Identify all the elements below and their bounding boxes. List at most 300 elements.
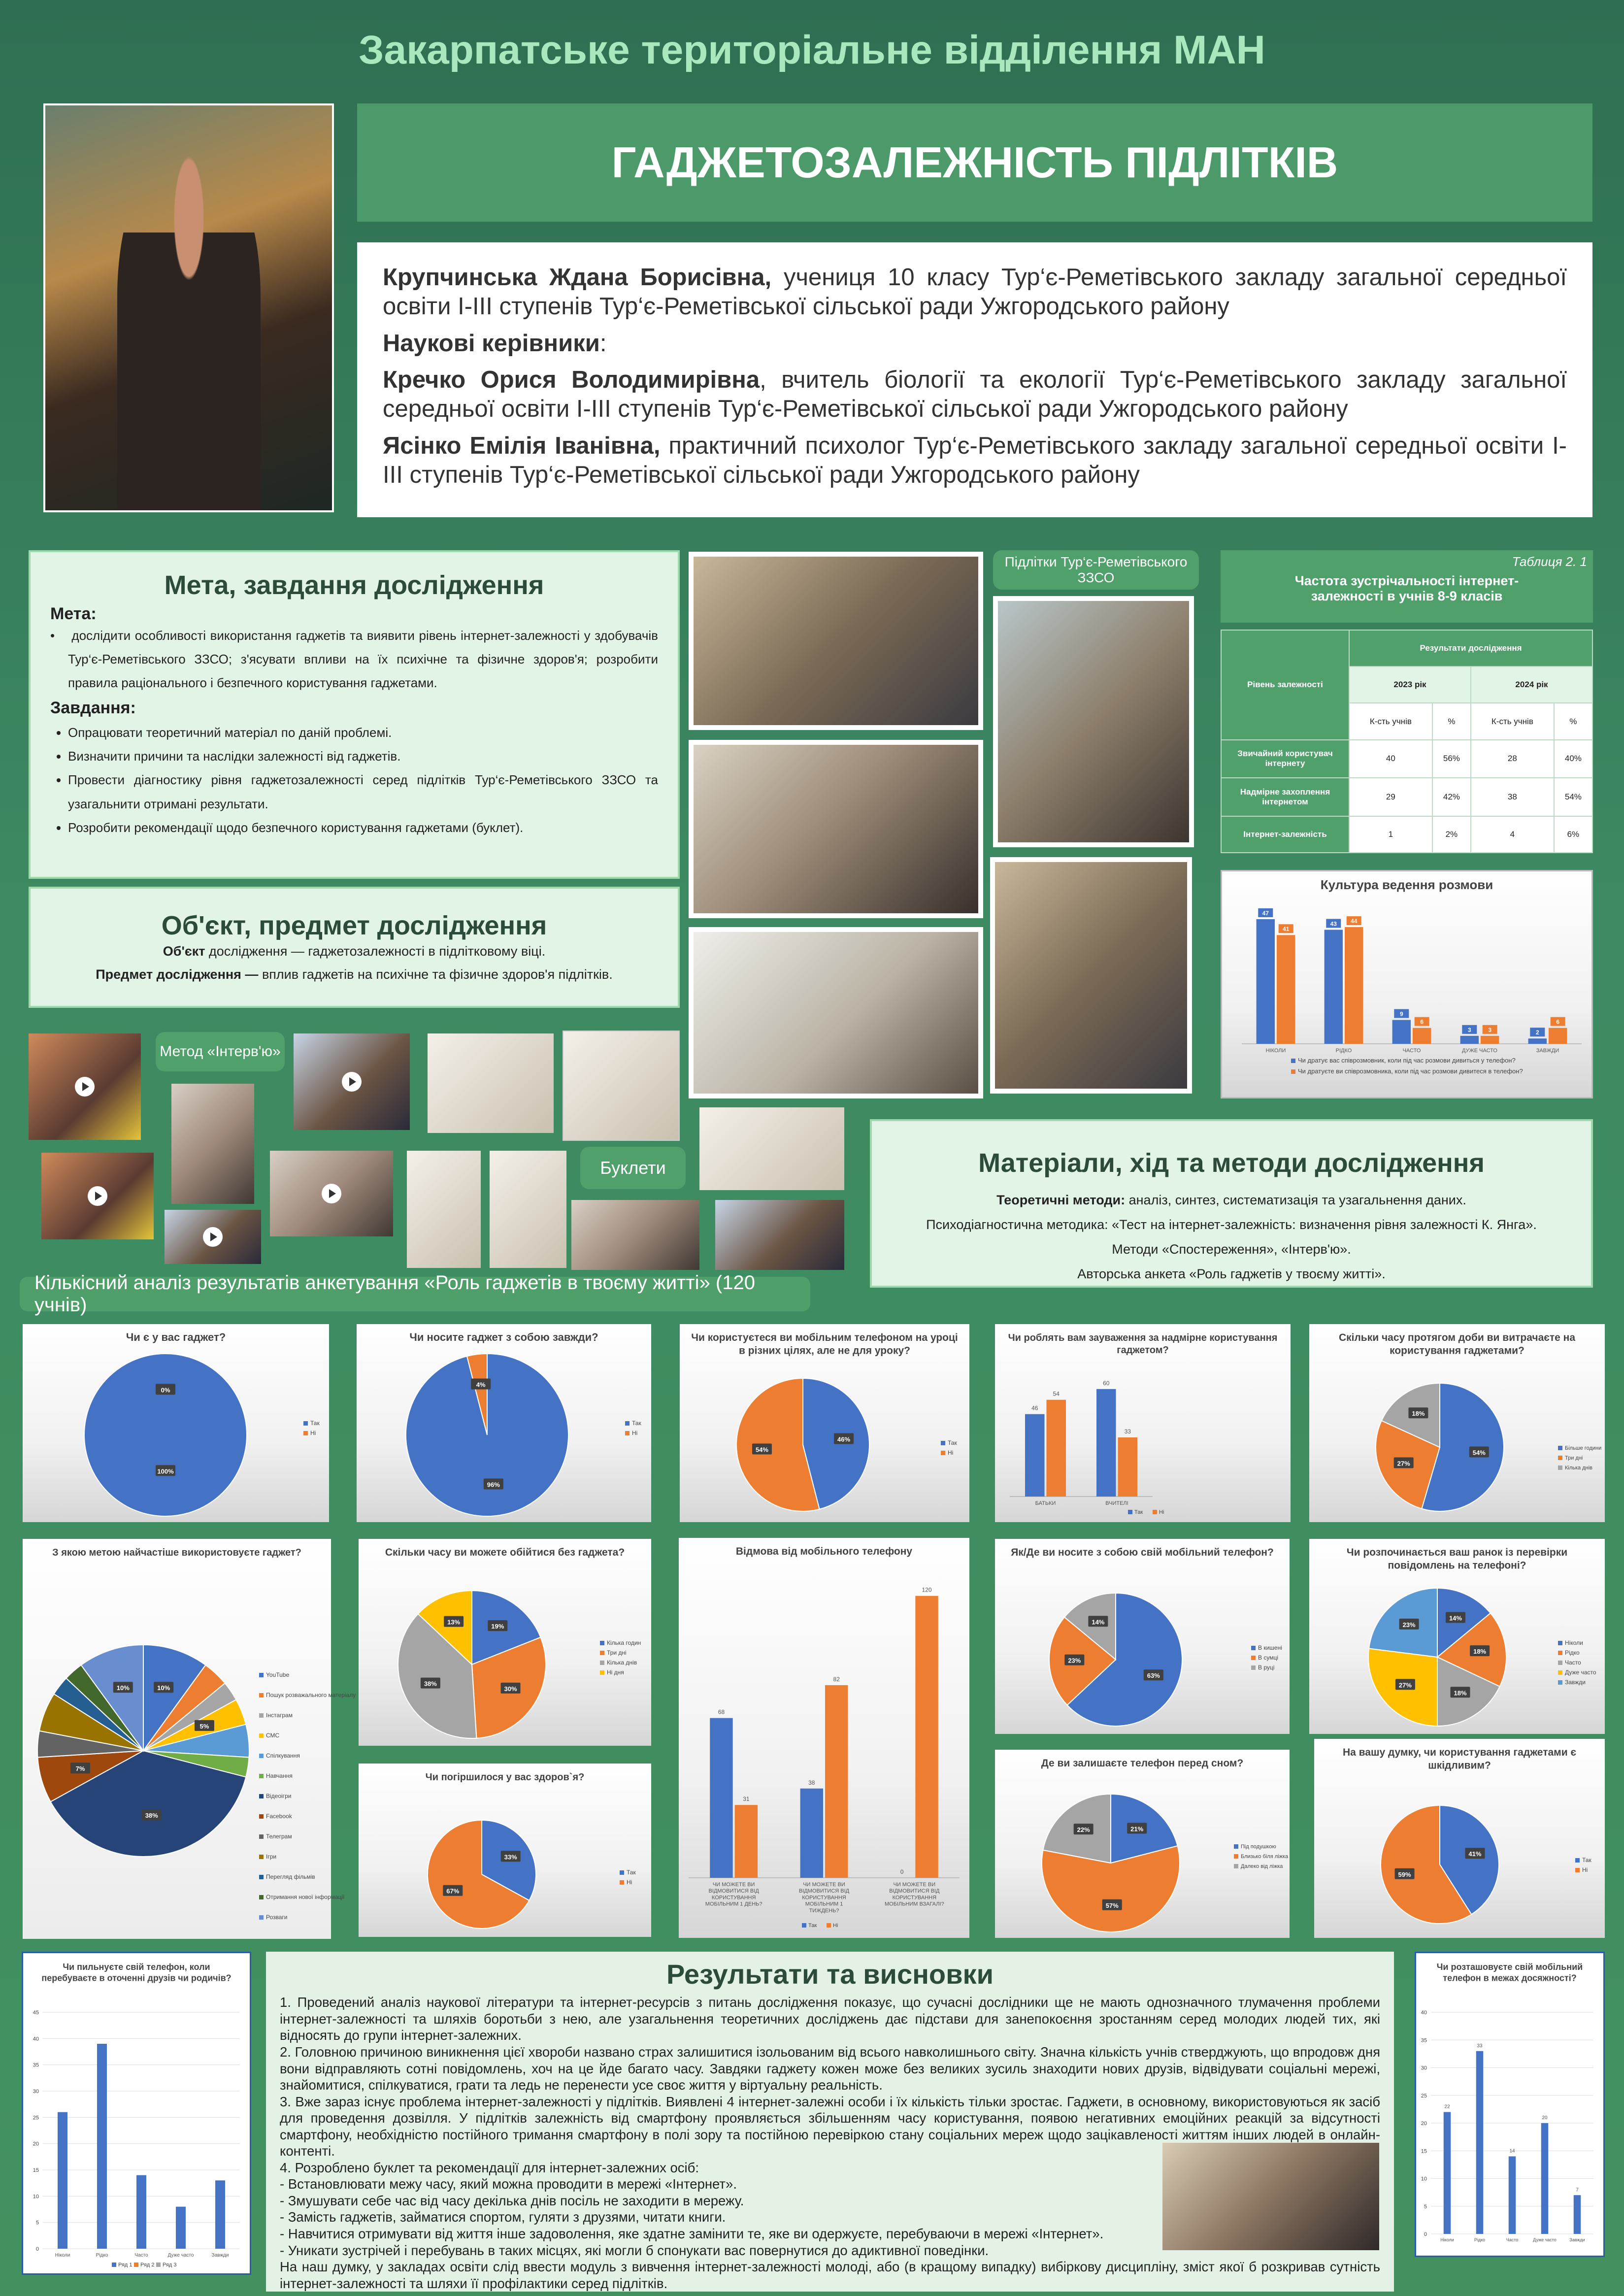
- results-para: На наш думку, у закладах освіти слід ввести модуль з вивчення інтернет-залежності молоді, або (в кращому випадку) вибіркову дисципліну, зміст якої б розкривав сутність інтернет-залежності та шляхи її профілактики серед підлітків.: [280, 2259, 1380, 2291]
- chart-title: Чи користуєтеся ви мобільним телефоном на уроці: [691, 1332, 958, 1343]
- chart-title: Чи носите гаджет з собою завжди?: [409, 1331, 598, 1343]
- bar: [1444, 2112, 1451, 2234]
- chart-card: [359, 1539, 651, 1746]
- data-label: 0: [900, 1868, 904, 1875]
- legend-label: Ні дня: [607, 1669, 624, 1676]
- cell: 40%: [1554, 740, 1592, 778]
- materials-line: Методи «Спостереження», «Інтерв'ю».: [1112, 1241, 1351, 1257]
- materials-line: Психодіагностична методика: «Тест на інтернет-залежність: визначення рівня залежності К. Янга».: [926, 1217, 1537, 1232]
- legend-swatch: [1234, 1844, 1238, 1849]
- category-label: Завжди: [211, 2253, 229, 2258]
- bar: [58, 2112, 67, 2249]
- pie-chart-c11: [995, 1750, 1290, 1938]
- data-label: 13%: [447, 1618, 461, 1626]
- freq-table-note: Таблиця 2. 1: [1512, 554, 1587, 569]
- chart-title: гаджетом?: [1117, 1345, 1169, 1356]
- data-label: 0%: [161, 1386, 170, 1394]
- y-tick: 0: [1424, 2231, 1427, 2237]
- legend-swatch: [259, 1794, 264, 1798]
- data-label: 6: [1420, 1018, 1424, 1026]
- advisors-line: [383, 329, 1567, 358]
- legend-swatch: [827, 1923, 831, 1928]
- results-para: - Замість гаджетів, займатися спортом, гуляти з друзями, читати книги.: [280, 2209, 726, 2225]
- category-label: ЧИ МОЖЕТЕ ВИ: [712, 1882, 755, 1888]
- data-label: 18%: [1473, 1648, 1487, 1656]
- authors-box: [357, 242, 1592, 517]
- row-name: Надмірне захоплення інтернетом: [1221, 778, 1349, 816]
- legend-swatch: [1251, 1665, 1256, 1670]
- legend-swatch: [600, 1641, 604, 1645]
- chart-card: [23, 1539, 356, 1939]
- category-label: ВІДМОВИТИСЯ ВІД: [708, 1888, 759, 1895]
- advisor1-name: Кречко Орися Володимирівна: [383, 366, 760, 394]
- bar: [1476, 2051, 1483, 2234]
- data-label: 96%: [487, 1481, 500, 1489]
- data-label: 21%: [1130, 1825, 1144, 1833]
- data-label: 120: [922, 1586, 932, 1594]
- data-label: 57%: [1105, 1901, 1119, 1909]
- legend-swatch: [1558, 1651, 1562, 1655]
- legend-swatch: [1558, 1670, 1562, 1675]
- data-label: 7: [1576, 2187, 1579, 2193]
- legend-swatch: [600, 1661, 604, 1665]
- data-label: 9: [1399, 1010, 1403, 1018]
- y-tick: 40: [33, 2036, 39, 2042]
- legend-label: Навчання: [266, 1772, 293, 1779]
- bar: [1096, 1389, 1116, 1497]
- data-label: 46%: [837, 1435, 851, 1443]
- legend-swatch: [600, 1670, 604, 1675]
- pie-chart-c7: [359, 1539, 651, 1746]
- goal-text-row: • дослідити особливості використання гаджетів та виявити рівень інтернет-залежності у здобувачів Тур‘є-Реметівського ЗЗСО; з'ясувати впливи на їх психічне та фізичне здоров'я; розробити правила раціонального і безпечного користування гаджетами.: [50, 628, 658, 691]
- theor-label: Теоретичні методи:: [996, 1192, 1126, 1207]
- chart-card: [995, 1750, 1290, 1938]
- category-label: Ніколи: [1440, 2237, 1454, 2242]
- results-para: - Навчитися отримувати від життя інше задоволення, яке здатне замінити те, яке ви одержуєте, перебуваючи в мережі «Інтернет».: [280, 2226, 1104, 2241]
- data-label: 3: [1488, 1026, 1492, 1033]
- materials-line: [882, 1188, 1581, 1213]
- chart-card: [1309, 1539, 1605, 1734]
- legend-label: Ні: [833, 1923, 838, 1929]
- bar-chart-c14: [23, 1953, 250, 2273]
- legend-label: Так: [627, 1869, 636, 1876]
- category-label: ВЧИТЕЛІ: [1105, 1500, 1128, 1506]
- freq-table-header: [1221, 550, 1593, 623]
- data-label: 7%: [75, 1765, 85, 1773]
- pie-chart-c8: [359, 1764, 651, 1937]
- chart-title: З якою метою найчастіше використовуєте гаджет?: [52, 1547, 301, 1558]
- bar: [825, 1685, 848, 1878]
- legend-label: Телеграм: [266, 1833, 292, 1840]
- y-tick: 10: [33, 2194, 39, 2200]
- bar: [1325, 930, 1343, 1044]
- table-row: [1221, 740, 1592, 778]
- legend-swatch: [259, 1774, 264, 1778]
- category-label: ЗАВЖДИ: [1536, 1048, 1559, 1054]
- advisor1-desc: , вчитель біології та екології Тур‘є-Реметівського закладу загальної середньої освіти І-ІІІ ступенів Тур‘є-Реметівської сільської ради Ужгородського району: [383, 366, 1567, 423]
- data-label: 3: [1467, 1026, 1471, 1033]
- legend-label: Так: [1582, 1857, 1591, 1863]
- bar: [1528, 1038, 1547, 1044]
- legend-label: В руці: [1258, 1664, 1275, 1671]
- subject-line: [40, 967, 668, 982]
- sub-header: %: [1432, 703, 1471, 739]
- pie-chart-c13: [1314, 1739, 1605, 1938]
- booklet-image: [428, 1033, 554, 1133]
- bar: [1277, 935, 1295, 1044]
- cell: 38: [1471, 778, 1554, 816]
- legend-label: Близько біля ліжка: [1241, 1854, 1289, 1860]
- class-photo: [715, 1200, 844, 1270]
- results-para: - Уникати зустрічей і перебувань в таких місцях, які могли б спонукати вас повернутися до адиктивної поведінки.: [280, 2242, 989, 2258]
- data-label: 4%: [476, 1381, 486, 1389]
- bar-chart-c15: [1416, 1953, 1603, 2256]
- interview-photo: [171, 1084, 254, 1204]
- bar: [136, 2175, 146, 2249]
- legend-label: Інстаграм: [266, 1712, 293, 1719]
- category-label: КОРИСТУВАННЯ: [802, 1895, 846, 1901]
- results-para: 2. Головною причиною виникнення цієї хвороби названо страх залишитися ізольованим від всього навколишнього світу. Значна кількість учнів стверджують, що впродовж дня вони відправляють сотні повідомлень, хоч на це йде багато часу. Завдяки гаджету кожен може без великих зусиль знаходити нових друзів, відвідувати соціальні мережі, знайомитися, спілкуватися, грати та ледь не перенести усе своє життя у віртуальну реальність.: [280, 2044, 1380, 2093]
- bar: [1257, 919, 1275, 1044]
- category-label: РІДКО: [1335, 1048, 1352, 1054]
- chart-card: [680, 1324, 969, 1522]
- interview-video[interactable]: [165, 1210, 261, 1264]
- legend-label: В сумці: [1258, 1654, 1278, 1661]
- interview-video[interactable]: [294, 1033, 410, 1130]
- legend-label: Кілька днів: [607, 1659, 637, 1666]
- legend-swatch: [303, 1431, 308, 1435]
- category-label: ТИЖДЕНЬ?: [809, 1907, 839, 1914]
- legend-swatch: [625, 1421, 630, 1426]
- legend-label: Так: [310, 1420, 320, 1427]
- interview-video[interactable]: [41, 1153, 154, 1239]
- legend-label: Три дні: [607, 1649, 627, 1656]
- legend-swatch: [259, 1673, 264, 1677]
- legend-label: Ні: [948, 1449, 954, 1456]
- bar: [1481, 1036, 1499, 1044]
- pie-chart-c5: [1309, 1324, 1605, 1522]
- play-icon[interactable]: [75, 1077, 95, 1097]
- category-label: БАТЬКИ: [1035, 1500, 1056, 1506]
- materials-panel: [870, 1119, 1593, 1288]
- data-label: 63%: [1147, 1672, 1160, 1680]
- chart-title: Чи розташовуєте свій мобільний: [1436, 1962, 1583, 1972]
- legend-swatch: [1558, 1641, 1562, 1645]
- legend-swatch: [259, 1875, 264, 1879]
- legend-swatch: [259, 1754, 264, 1758]
- classroom-photo: [689, 740, 983, 918]
- chart-title: Відмова від мобільного телефону: [735, 1546, 913, 1557]
- cell: 29: [1349, 778, 1432, 816]
- legend-label: Під подушкою: [1241, 1844, 1276, 1850]
- data-label: 38: [808, 1779, 815, 1786]
- chart-title: повідомлень на телефоні?: [1388, 1560, 1526, 1571]
- pie-chart-c10: [995, 1539, 1290, 1734]
- class-photo: [571, 1200, 699, 1270]
- y-tick: 25: [1421, 2093, 1427, 2099]
- results-para: 3. Вже зараз існує проблема інтернет-залежності у підлітків. Виявлені 4 інтернет-залежні особи і їх кількість тільки зростає. Гаджети, в основному, використовуються як засіб для проведення дозвілля. У підлітків залежність від смартфону проявляється збільшенням часу користування, появою негативних емоційних реакцій за відсутності смартфону, необхідністю постійного тримання смартфону в полі зору та постійною перевіркою стану соціальних мереж щодо зацікавленості життям інших людей в онлайн-контенті.: [280, 2094, 1380, 2159]
- y-tick: 20: [1421, 2121, 1427, 2127]
- legend-label: В кишені: [1258, 1644, 1282, 1651]
- category-label: МОБІЛЬНИМ ВЗАГАЛІ?: [885, 1901, 944, 1907]
- legend-label: Чи дратуєте ви співрозмовника, коли під час розмови дивитеся в телефон?: [1298, 1067, 1523, 1075]
- chart-title: Чи роблять вам зауваження за надмірне користування: [1008, 1332, 1278, 1343]
- organization-title: Закарпатське територіальне відділення МАН: [359, 28, 1265, 72]
- cell: 6%: [1554, 816, 1592, 853]
- chart-title: Де ви залишаєте телефон перед сном?: [1041, 1758, 1244, 1769]
- y-tick: 30: [1421, 2065, 1427, 2071]
- legend-label: Більше години: [1565, 1445, 1602, 1451]
- legend-label: Дуже часто: [1565, 1669, 1596, 1676]
- pie-chart-c3: [680, 1324, 969, 1522]
- legend-label: Ігри: [266, 1853, 277, 1860]
- pie-chart-c12: [1309, 1539, 1605, 1734]
- category-label: КОРИСТУВАННЯ: [892, 1895, 937, 1901]
- poster-title: ГАДЖЕТОЗАЛЕЖНІСТЬ ПІДЛІТКІВ: [611, 138, 1338, 187]
- teens-label: Підлітки Тур‘є-Реметівського ЗЗСО: [993, 550, 1199, 590]
- legend-swatch: [620, 1880, 624, 1885]
- legend-swatch: [1558, 1446, 1562, 1450]
- legend-label: Завжди: [1565, 1679, 1586, 1686]
- chart-title: Скільки часу ви можете обійтися без гаджета?: [385, 1547, 625, 1558]
- category-label: Дуже часто: [167, 2253, 194, 2258]
- advisor1-line: [383, 366, 1567, 424]
- bar: [1047, 1400, 1066, 1497]
- data-label: 31: [743, 1796, 750, 1803]
- student-desc: учениця 10 класу Тур‘є-Реметівського закладу загальної середньої освіти І-ІІІ ступенів Тур‘є-Реметівської сільської ради Ужгородського району: [383, 264, 1567, 320]
- legend-label: Відеоігри: [266, 1793, 292, 1799]
- results-para: 4. Розроблено буклет та рекомендації для інтернет-залежних осіб:: [280, 2160, 699, 2175]
- year-2023: 2023 рік: [1349, 666, 1471, 703]
- legend-swatch: [259, 1713, 264, 1718]
- results-photo: [1162, 2143, 1379, 2250]
- chart-title: шкідливим?: [1428, 1760, 1491, 1771]
- interview-video[interactable]: [29, 1033, 141, 1140]
- pie-chart-c2: [357, 1324, 651, 1522]
- advisor2-desc: практичний психолог Тур‘є-Реметівського закладу загальної середньої освіти І-ІІІ ступенів Тур‘є-Реметівської сільської ради Ужгородського району: [383, 432, 1567, 488]
- chart-title: Чи розпочинається ваш ранок із перевірки: [1346, 1547, 1568, 1558]
- advisor2-line: [383, 432, 1567, 490]
- row-name: Звичайний користувач інтернету: [1221, 740, 1349, 778]
- data-label: 41%: [1468, 1850, 1482, 1858]
- data-label: 23%: [1402, 1621, 1416, 1629]
- bar-chart-c4: [995, 1324, 1291, 1522]
- method-label: Метод «Інтерв'ю»: [156, 1032, 285, 1071]
- data-label: 54%: [1472, 1449, 1486, 1457]
- theor-text: аналіз, синтез, систематизація та узагальнення даних.: [1125, 1192, 1466, 1207]
- y-tick: 10: [1421, 2176, 1427, 2182]
- freq-table: [1221, 630, 1593, 853]
- y-tick: 45: [33, 2010, 39, 2016]
- chart-card: [1415, 1952, 1605, 2257]
- task-item: • Визначити причини та наслідки залежності від гаджетів.: [68, 744, 658, 768]
- subject-text: вплив гаджетів на психічне та фізичне здоров'я підлітків.: [258, 967, 613, 982]
- play-icon[interactable]: [88, 1186, 107, 1206]
- data-label: 100%: [157, 1467, 174, 1475]
- data-label: 33%: [504, 1853, 517, 1861]
- category-label: Рідко: [1474, 2237, 1486, 2242]
- bar: [1413, 1028, 1431, 1044]
- chart-title: Культура ведення розмови: [1320, 877, 1493, 892]
- student-line: [383, 263, 1567, 321]
- category-label: ЧАСТО: [1402, 1048, 1421, 1054]
- legend-label: Рідко: [1565, 1649, 1580, 1656]
- chart-title: Чи погіршилося у вас здоров`я?: [425, 1772, 585, 1783]
- bar: [1392, 1020, 1411, 1044]
- cell: 54%: [1554, 778, 1592, 816]
- chart-title: Як/Де ви носите з собою свій мобільний телефон?: [1011, 1547, 1274, 1558]
- legend-label: Перегляд фільмів: [266, 1873, 315, 1880]
- data-label: 27%: [1397, 1460, 1410, 1467]
- legend-label: Ні: [1159, 1509, 1164, 1515]
- play-icon[interactable]: [342, 1072, 362, 1092]
- data-label: 33: [1477, 2043, 1483, 2049]
- legend-swatch: [1251, 1656, 1256, 1660]
- data-label: 10%: [116, 1684, 130, 1692]
- data-label: 54: [1053, 1390, 1060, 1398]
- cell: 28: [1471, 740, 1554, 778]
- legend-swatch: [625, 1431, 630, 1435]
- play-icon[interactable]: [203, 1227, 223, 1247]
- pie-chart-c6: [23, 1539, 356, 1939]
- data-label: 18%: [1454, 1689, 1467, 1697]
- bar: [915, 1596, 938, 1878]
- data-label: 18%: [1412, 1410, 1425, 1418]
- legend-label: Ні: [1582, 1866, 1588, 1873]
- data-label: 33: [1124, 1428, 1131, 1435]
- chart-title: користування гаджетами?: [1390, 1345, 1525, 1357]
- chart-title: На вашу думку, чи користування гаджетами є: [1342, 1747, 1577, 1758]
- data-label: 68: [718, 1708, 725, 1716]
- legend-swatch: [1558, 1456, 1562, 1460]
- bar-chart-culture: [1222, 871, 1591, 1097]
- advisors-colon: :: [599, 330, 607, 357]
- bar: [1574, 2195, 1581, 2234]
- legend-label: Ряд 2: [140, 2262, 155, 2268]
- booklet-image: [490, 1151, 566, 1268]
- data-label: 23%: [1068, 1657, 1081, 1664]
- classroom-photo: [993, 596, 1194, 847]
- chart-card: [22, 1952, 251, 2275]
- col-level: Рівень залежності: [1221, 630, 1349, 740]
- legend-label: Ряд 1: [118, 2262, 133, 2268]
- author-photo: [43, 103, 334, 512]
- booklet-image: [563, 1031, 680, 1141]
- legend-swatch: [1558, 1465, 1562, 1470]
- object-panel: [29, 887, 680, 1008]
- bar: [97, 2044, 107, 2249]
- interview-video[interactable]: [270, 1151, 393, 1236]
- category-label: Часто: [1506, 2237, 1519, 2242]
- legend-swatch: [1251, 1646, 1256, 1650]
- cell: 4: [1471, 816, 1554, 853]
- cell: 40: [1349, 740, 1432, 778]
- chart-card: [679, 1538, 969, 1938]
- legend-swatch: [259, 1693, 264, 1697]
- sub-header: %: [1554, 703, 1592, 739]
- legend-label: Ні: [627, 1879, 632, 1886]
- legend-label: Так: [632, 1420, 641, 1427]
- y-tick: 35: [1421, 2037, 1427, 2044]
- y-tick: 0: [35, 2246, 39, 2252]
- category-label: ЧИ МОЖЕТЕ ВИ: [803, 1882, 845, 1888]
- legend-swatch: [1558, 1661, 1562, 1665]
- advisors-label: Наукові керівники: [383, 330, 600, 357]
- category-label: Дуже часто: [1533, 2237, 1557, 2242]
- booklets-label: Буклети: [580, 1147, 686, 1189]
- legend-label: YouTube: [266, 1671, 290, 1678]
- advisor2-name: Ясінко Емілія Іванівна,: [383, 432, 661, 459]
- results-para: 1. Проведений аналіз наукової літератури та інтернет-ресурсів з питань дослідження показує, що сучасні дослідники ще не мають однозначного тлумачення проблеми інтернет-залежності та шляхів боротьби з нею, але узагальнення теоретичних досліджень дає підстави для занепокоєння зростанням серед молодих людей тих, які відносять до групи інтернет-залежних.: [280, 1995, 1380, 2043]
- legend-label: Так: [948, 1439, 957, 1446]
- legend-swatch: [259, 1915, 264, 1920]
- play-icon[interactable]: [322, 1184, 341, 1203]
- legend-swatch: [1234, 1864, 1238, 1868]
- legend-label: Ні: [310, 1430, 316, 1436]
- legend-swatch: [1234, 1854, 1238, 1859]
- object-heading: Об'єкт, предмет дослідження: [161, 911, 547, 940]
- category-label: Часто: [134, 2253, 148, 2258]
- data-label: 22%: [1077, 1826, 1090, 1834]
- chart-card: [357, 1324, 651, 1522]
- materials-heading: Матеріали, хід та методи дослідження: [978, 1148, 1485, 1178]
- data-label: 67%: [446, 1887, 460, 1895]
- legend-swatch: [259, 1855, 264, 1859]
- pie-chart-c1: [23, 1324, 329, 1522]
- y-tick: 15: [1421, 2148, 1427, 2155]
- chart-title: телефон в межах досяжності?: [1443, 1973, 1577, 1983]
- data-label: 60: [1103, 1379, 1110, 1387]
- data-label: 43: [1330, 920, 1337, 928]
- legend-swatch: [620, 1870, 624, 1875]
- freq-table-title: Частота зустрічальності інтернет-залежності в учнів 8-9 класів: [1294, 573, 1519, 603]
- bar: [735, 1805, 758, 1878]
- bar: [215, 2180, 225, 2249]
- bar: [1541, 2123, 1548, 2234]
- chart-card: [995, 1324, 1291, 1522]
- legend-swatch: [1128, 1510, 1132, 1514]
- legend-label: Розваги: [266, 1914, 288, 1921]
- results-panel: [266, 1952, 1394, 2292]
- data-label: 54%: [755, 1446, 768, 1454]
- category-label: КОРИСТУВАННЯ: [711, 1895, 756, 1901]
- data-label: 14: [1509, 2148, 1515, 2154]
- bar: [1118, 1437, 1138, 1497]
- chart-title: перебуваєте в оточенні друзів чи родичів?: [41, 1973, 232, 1983]
- object-line: [40, 944, 668, 959]
- legend-label: Спілкування: [266, 1752, 300, 1759]
- data-label: 59%: [1398, 1870, 1411, 1878]
- category-label: ЧИ МОЖЕТЕ ВИ: [893, 1882, 936, 1888]
- y-tick: 30: [33, 2089, 39, 2095]
- legend-label: Так: [1134, 1509, 1143, 1515]
- legend-swatch: [1153, 1510, 1157, 1514]
- chart-title: в різних цілях, але не для уроку?: [739, 1345, 910, 1357]
- legend-swatch: [259, 1834, 264, 1839]
- goal-panel: [29, 550, 680, 879]
- sub-header: К-сть учнів: [1349, 703, 1432, 739]
- data-label: 44: [1351, 918, 1358, 925]
- bar: [1025, 1414, 1045, 1497]
- chart-card: [1309, 1324, 1605, 1522]
- task-item: • Розробити рекомендації щодо безпечного користування гаджетами (буклет).: [68, 816, 658, 839]
- data-label: 27%: [1398, 1681, 1412, 1689]
- tasks-label: Завдання:: [50, 699, 136, 718]
- data-label: 19%: [491, 1623, 504, 1630]
- legend-swatch: [1575, 1858, 1580, 1863]
- col-results: Результати дослідження: [1349, 630, 1592, 666]
- legend-label: Ряд 3: [163, 2262, 177, 2268]
